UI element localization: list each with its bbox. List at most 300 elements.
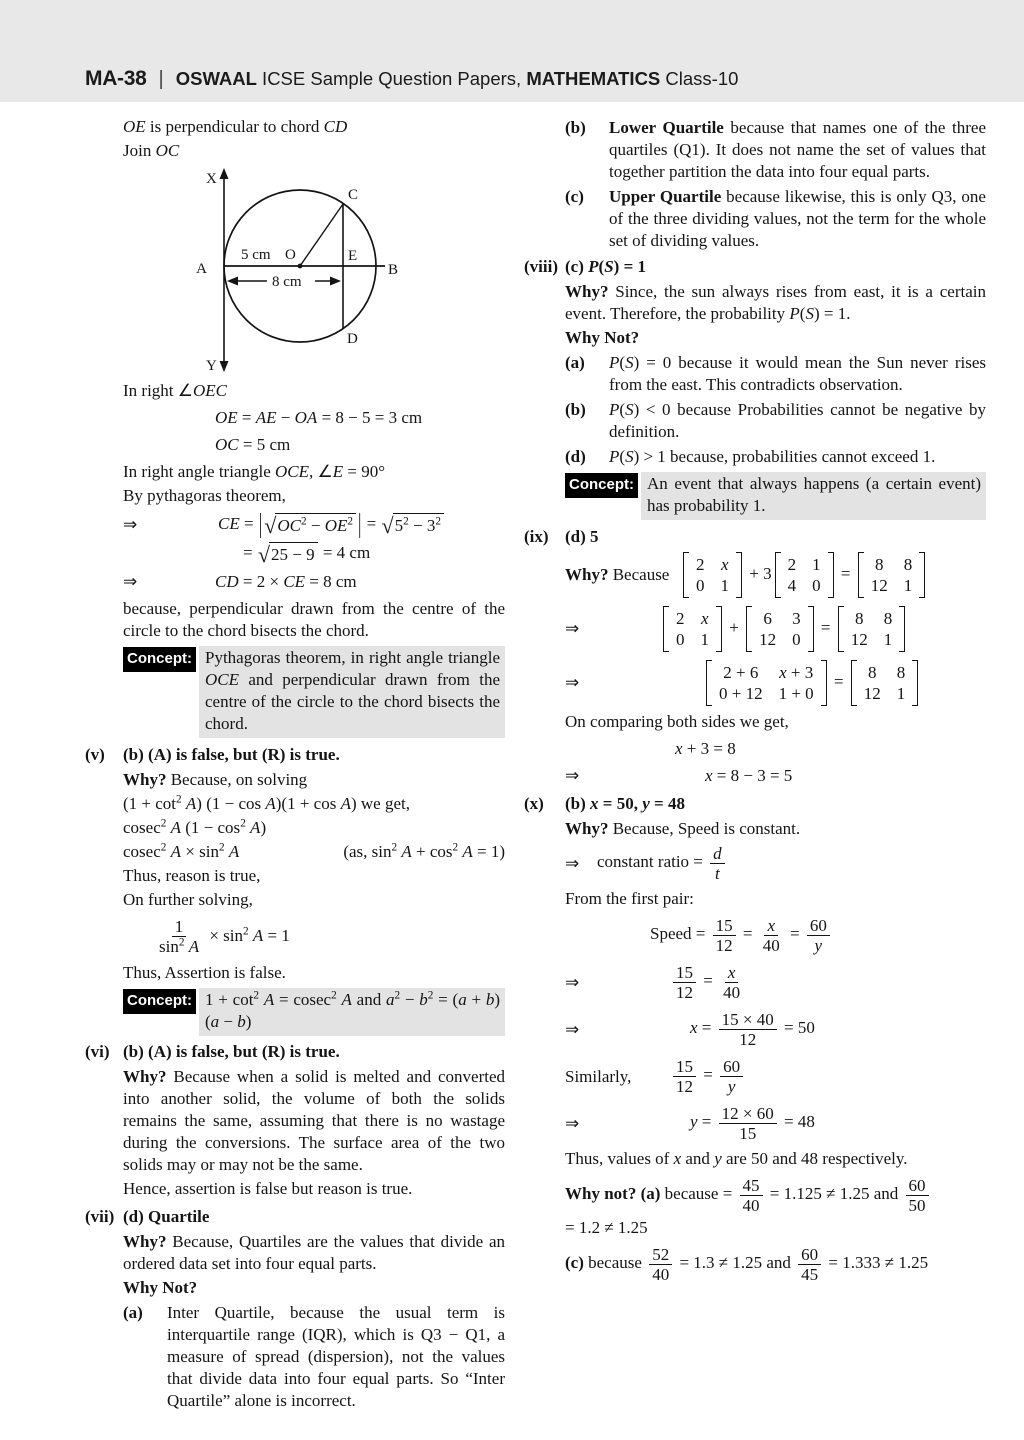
math-group	[123, 117, 347, 136]
text-run: 1 + cot	[205, 990, 254, 1010]
question-number: (x)	[524, 794, 544, 813]
text-run: (	[598, 257, 605, 276]
fraction-numerator	[673, 963, 696, 983]
text-run: =	[816, 617, 835, 637]
matrix-cell	[868, 662, 877, 683]
text-run: OCE	[205, 670, 239, 690]
math-fraction	[156, 917, 202, 956]
math-group	[123, 1278, 197, 1297]
text-run: = 1)	[472, 842, 505, 862]
text-run: and	[681, 1149, 715, 1168]
equation-body	[660, 606, 908, 652]
text-run: Because, Quartiles are the values that divide an ordered data set into four equal parts.	[123, 1232, 505, 1274]
text-run: = 50	[779, 1018, 815, 1038]
math-fraction	[906, 1176, 929, 1215]
text-run: b	[485, 990, 495, 1010]
matrix-grid	[844, 606, 900, 652]
text-run: A	[250, 818, 261, 838]
sub-item	[565, 446, 986, 468]
matrix-cell	[788, 575, 797, 596]
concept-text	[641, 472, 986, 520]
radicand	[275, 513, 356, 537]
equation-body	[670, 963, 746, 1002]
text-run: A	[401, 842, 412, 862]
paragraph	[123, 841, 505, 863]
text-run: 50	[908, 1196, 926, 1215]
math-group	[597, 844, 728, 883]
text-run: (b) (A) is false, but (R) is true.	[123, 745, 340, 765]
math-fraction	[798, 1245, 821, 1284]
math-group	[728, 963, 736, 982]
text-run: 4	[787, 576, 797, 595]
matrix-bracket-right	[899, 606, 905, 652]
text-run: 2	[696, 555, 705, 574]
concept-box	[123, 988, 505, 1036]
text-run: b	[419, 990, 428, 1010]
fraction-denominator	[812, 936, 826, 955]
text-run: Why?	[123, 1232, 167, 1252]
concept-text	[199, 646, 505, 738]
text-run: because =	[660, 1184, 737, 1204]
text-run: 1	[883, 630, 893, 649]
equation-line	[565, 660, 986, 706]
equation-line	[565, 844, 986, 883]
fraction-denominator	[906, 1196, 929, 1215]
fraction-numerator	[713, 916, 736, 936]
superscript: 2	[178, 936, 185, 949]
question-answer	[123, 1207, 209, 1226]
text-run: 15	[676, 1057, 693, 1076]
text-run: =	[785, 924, 804, 944]
equation-line	[123, 434, 505, 456]
text-run: 1	[720, 576, 729, 595]
text-run: P	[609, 447, 620, 466]
fraction-numerator	[725, 963, 739, 983]
matrix-cell	[855, 608, 864, 629]
math-fraction	[719, 1010, 777, 1049]
text-run: 15 × 40	[721, 1010, 774, 1029]
matrix-cell	[812, 575, 821, 596]
math-group	[565, 527, 599, 546]
text-run: = cosec	[274, 990, 332, 1010]
math-matrix	[858, 552, 926, 598]
equation-lead: ⇒	[565, 1019, 580, 1039]
fraction-numerator	[172, 917, 187, 937]
text-run: t	[715, 864, 720, 883]
text-run: A	[228, 842, 240, 862]
question-item	[524, 793, 986, 815]
option-letter: (b)	[565, 118, 586, 137]
paragraph	[565, 327, 986, 349]
fraction-denominator	[673, 983, 696, 1002]
text-run: Lower Quartile	[609, 118, 724, 137]
label-d: D	[347, 331, 358, 347]
text-run: × sin	[181, 842, 219, 862]
fraction-numerator	[649, 1245, 672, 1265]
math-group	[343, 842, 505, 861]
math-group	[675, 739, 736, 758]
equation-body	[675, 738, 736, 760]
math-group	[609, 187, 986, 250]
matrix-cell	[864, 683, 881, 704]
title-text: ICSE Sample Question Papers,	[256, 68, 527, 89]
text-run: ) = 1	[613, 257, 647, 276]
text-run: b	[237, 1012, 246, 1032]
sub-item	[565, 117, 986, 183]
text-run: OA	[294, 408, 318, 427]
math-group	[215, 435, 290, 454]
fraction-denominator	[713, 936, 736, 955]
text-run: Why Not?	[123, 1278, 198, 1298]
text-run: 0	[676, 630, 685, 649]
matrix-bracket-right	[716, 606, 722, 652]
math-fraction	[673, 963, 696, 1002]
superscript: 2	[243, 924, 249, 937]
math-group	[609, 118, 986, 181]
text-run: + 3	[786, 663, 814, 682]
math-group	[565, 1245, 929, 1284]
equation-body	[705, 765, 792, 787]
text-run: 15	[739, 1124, 757, 1143]
math-group	[609, 447, 935, 466]
text-run: S	[625, 447, 634, 466]
equation-body	[670, 1057, 746, 1096]
fraction-denominator	[649, 1265, 672, 1284]
fraction-numerator	[719, 1104, 777, 1124]
text-run: =	[243, 543, 257, 563]
label-5cm: 5 cm	[241, 247, 271, 263]
center-dot	[298, 264, 303, 269]
math-group	[565, 1176, 932, 1215]
text-run: 12	[715, 936, 733, 955]
superscript: 2	[391, 841, 398, 854]
matrix-cell	[779, 662, 813, 683]
matrix-cell	[788, 554, 797, 575]
text-run: −	[400, 990, 420, 1010]
text-run: 0	[812, 576, 821, 595]
text-run: × sin	[205, 925, 244, 945]
paragraph	[123, 793, 505, 815]
option-letter: (a)	[565, 353, 585, 372]
label-o: O	[285, 247, 296, 263]
radicand	[269, 542, 318, 566]
page-header	[0, 0, 1024, 102]
text-run: 40	[762, 936, 780, 955]
paragraph	[565, 1245, 986, 1284]
label-e: E	[348, 248, 358, 264]
math-group	[215, 572, 357, 591]
math-group	[565, 1149, 908, 1168]
matrix-cell	[676, 629, 685, 650]
superscript: 2	[435, 515, 441, 528]
concept-box	[123, 646, 505, 738]
math-fraction	[673, 1057, 696, 1096]
equation-body	[650, 916, 833, 955]
question-item	[85, 1206, 505, 1228]
concept-label: Concept:	[123, 647, 196, 672]
text-run: OC	[155, 141, 180, 160]
question-item	[524, 526, 986, 548]
text-run: 1	[700, 630, 709, 649]
question-item	[85, 744, 505, 766]
equation-line	[123, 407, 505, 429]
matrix-bracket-right	[828, 552, 834, 598]
arrow-right-icon	[330, 277, 341, 286]
text-run: 1	[896, 684, 906, 703]
text-run: 2	[676, 609, 685, 628]
concept-label: Concept:	[565, 473, 638, 498]
matrix-cell	[701, 608, 709, 629]
annotation	[343, 841, 505, 863]
text-run: cosec	[123, 818, 161, 838]
math-matrix	[851, 660, 919, 706]
math-matrix	[746, 606, 814, 652]
text-run: = 1.2 ≠ 1.25	[565, 1218, 648, 1237]
math-group	[277, 516, 353, 535]
label-c: C	[348, 187, 359, 203]
matrix-cell	[779, 683, 814, 704]
text-run: Thus, values of	[565, 1149, 674, 1168]
text-run: = 4 cm	[318, 543, 371, 563]
text-run: cosec	[123, 842, 161, 862]
grade-text: Class-10	[660, 68, 739, 89]
superscript: 2	[452, 841, 459, 854]
fraction-numerator	[710, 844, 725, 864]
text-run: (1 + cot	[123, 794, 177, 814]
radical-sign: √	[257, 542, 270, 568]
text-run: x	[727, 963, 736, 982]
paragraph	[123, 1277, 505, 1299]
text-run: because, perpendicular drawn from the centre of the circle to the chord bisects the chord.	[123, 599, 505, 641]
math-group	[565, 328, 639, 347]
text-run: 2	[787, 555, 797, 574]
fraction-denominator	[720, 983, 743, 1002]
text-run: OE	[215, 408, 238, 427]
subject-name: MATHEMATICS	[526, 68, 661, 89]
matrix-cell	[897, 683, 906, 704]
text-run: E	[332, 462, 344, 481]
math-group	[767, 916, 775, 935]
radicand	[393, 513, 444, 537]
paragraph	[565, 888, 986, 910]
math-group	[123, 141, 179, 160]
equation-lead: Similarly,	[565, 1066, 632, 1086]
matrix-cell	[723, 662, 758, 683]
text-run: OE	[324, 516, 348, 536]
matrix-cell	[871, 575, 888, 596]
math-group	[205, 990, 500, 1031]
text-run: A	[252, 925, 264, 945]
paragraph	[123, 116, 505, 138]
text-run: A	[170, 842, 182, 862]
equation-body	[153, 917, 290, 956]
text-run: Speed =	[650, 924, 710, 944]
equation-line	[123, 917, 505, 956]
text-run: 0	[696, 576, 705, 595]
matrix-grid	[712, 660, 821, 706]
text-run: S	[604, 257, 614, 276]
math-group	[123, 1179, 412, 1198]
fraction-denominator	[725, 1077, 739, 1096]
math-group	[123, 486, 286, 505]
equation-line	[565, 963, 986, 1002]
matrix-cell	[851, 629, 868, 650]
text-run: (b)	[565, 794, 591, 813]
math-fraction	[713, 916, 736, 955]
text-run: x	[590, 794, 599, 813]
text-run: 1	[903, 576, 913, 595]
text-run: 1 + 0	[778, 684, 814, 703]
math-matrix	[683, 552, 742, 598]
superscript: 2	[347, 515, 353, 528]
equation-lead: ⇒	[565, 1113, 580, 1133]
text-run: y	[714, 1149, 722, 1168]
paragraph	[123, 1231, 505, 1275]
equation-body	[690, 1010, 815, 1049]
book-title	[176, 68, 739, 90]
superscript: 2	[218, 841, 225, 854]
equation-line	[565, 916, 986, 955]
text-run: Why?	[565, 282, 609, 301]
math-group	[123, 1232, 505, 1273]
text-run: =	[699, 1065, 718, 1085]
text-run: y	[814, 936, 823, 955]
text-run: A	[170, 818, 182, 838]
text-run: ) (	[205, 990, 501, 1032]
equation-line	[565, 552, 986, 598]
text-run: and	[351, 990, 386, 1010]
text-run: A	[188, 937, 200, 957]
text-run: Because	[608, 565, 670, 584]
equation-lead: ⇒	[565, 619, 580, 638]
question-number: (ix)	[524, 527, 549, 546]
math-group	[123, 1042, 340, 1061]
math-group	[218, 508, 445, 539]
text-run: (d) 5	[565, 527, 599, 546]
matrix-cell	[719, 683, 763, 704]
text-run: A	[340, 794, 351, 814]
option-letter: (b)	[565, 400, 586, 419]
left-column	[85, 114, 505, 1415]
equation-line	[123, 571, 505, 593]
matrix-grid	[669, 606, 716, 652]
fraction-numerator	[764, 916, 778, 936]
text-run: Because, on solving	[166, 770, 308, 790]
text-run: =	[836, 563, 855, 583]
math-group	[123, 745, 340, 764]
text-run: A	[341, 990, 352, 1010]
paragraph	[565, 1148, 986, 1170]
text-run: 8	[868, 663, 877, 682]
text-run: 8	[883, 609, 893, 628]
label-y: Y	[206, 358, 217, 374]
fraction-denominator	[736, 1030, 759, 1049]
math-sqrt	[258, 542, 318, 566]
math-fraction	[740, 1176, 763, 1215]
text-run: ) we get,	[350, 794, 410, 814]
equation-line	[123, 542, 505, 566]
text-run: = 1.125 ≠ 1.25 and	[765, 1184, 903, 1204]
text-run: =	[362, 514, 381, 533]
text-run: because	[583, 1253, 647, 1273]
math-group	[690, 1104, 815, 1143]
paragraph	[123, 461, 505, 483]
fraction-denominator	[798, 1265, 821, 1284]
question-number: (vi)	[85, 1042, 110, 1062]
text-run: 60	[809, 916, 827, 935]
text-run: 1	[812, 555, 821, 574]
superscript: 2	[253, 989, 260, 1002]
question-answer	[565, 527, 599, 546]
text-run: x	[720, 555, 729, 574]
text-run: constant ratio =	[597, 852, 708, 872]
text-run: y	[727, 1077, 736, 1096]
text-run: (	[799, 304, 806, 323]
text-run: A	[462, 842, 473, 862]
math-group	[721, 555, 729, 574]
text-run: x	[700, 609, 709, 628]
paragraph	[565, 1217, 986, 1239]
text-run: = 90°	[343, 462, 386, 481]
math-group	[670, 963, 746, 1002]
matrix-cell	[904, 554, 913, 575]
text-run: = 48	[779, 1112, 815, 1132]
text-run: (c)	[565, 257, 589, 276]
equation-body	[243, 542, 370, 566]
matrix-grid	[864, 552, 920, 598]
math-group	[565, 282, 986, 323]
fraction-numerator	[906, 1176, 929, 1196]
header-separator: |	[158, 68, 164, 90]
equation-body	[597, 844, 728, 883]
math-group	[123, 1067, 505, 1174]
fraction-numerator	[740, 1176, 763, 1196]
matrix-cell	[792, 608, 801, 629]
paragraph	[123, 889, 505, 911]
abs-bar: |	[357, 508, 362, 539]
text-run: 15	[676, 963, 693, 982]
matrix-cell	[812, 554, 821, 575]
matrix-grid	[752, 606, 808, 652]
text-run: 12	[870, 576, 888, 595]
concept-label: Concept:	[123, 989, 196, 1014]
text-run: An event that always happens (a certain event) has probability 1.	[647, 474, 981, 515]
math-group	[167, 1303, 505, 1410]
paragraph	[123, 769, 505, 791]
math-matrix	[663, 606, 722, 652]
text-run: 15	[715, 916, 733, 935]
paragraph	[123, 598, 505, 642]
text-run: = (	[433, 990, 459, 1010]
math-group	[779, 663, 813, 682]
paragraph	[565, 281, 986, 325]
text-run: OC	[277, 516, 301, 536]
text-run: 45	[801, 1265, 819, 1284]
text-run: 60	[908, 1176, 926, 1195]
superscript: 2	[394, 989, 401, 1002]
text-run: 40	[652, 1265, 670, 1284]
text-run: = 50,	[598, 794, 643, 813]
concept-text	[199, 988, 505, 1036]
math-group	[271, 545, 315, 564]
text-run: − 3	[408, 516, 436, 536]
text-run: a	[458, 990, 467, 1010]
text-run: 8	[854, 609, 864, 628]
text-run: x	[673, 1149, 682, 1168]
sub-item	[565, 186, 986, 252]
page-number: MA-38	[85, 67, 147, 90]
equation-lead: ⇒	[565, 673, 580, 692]
